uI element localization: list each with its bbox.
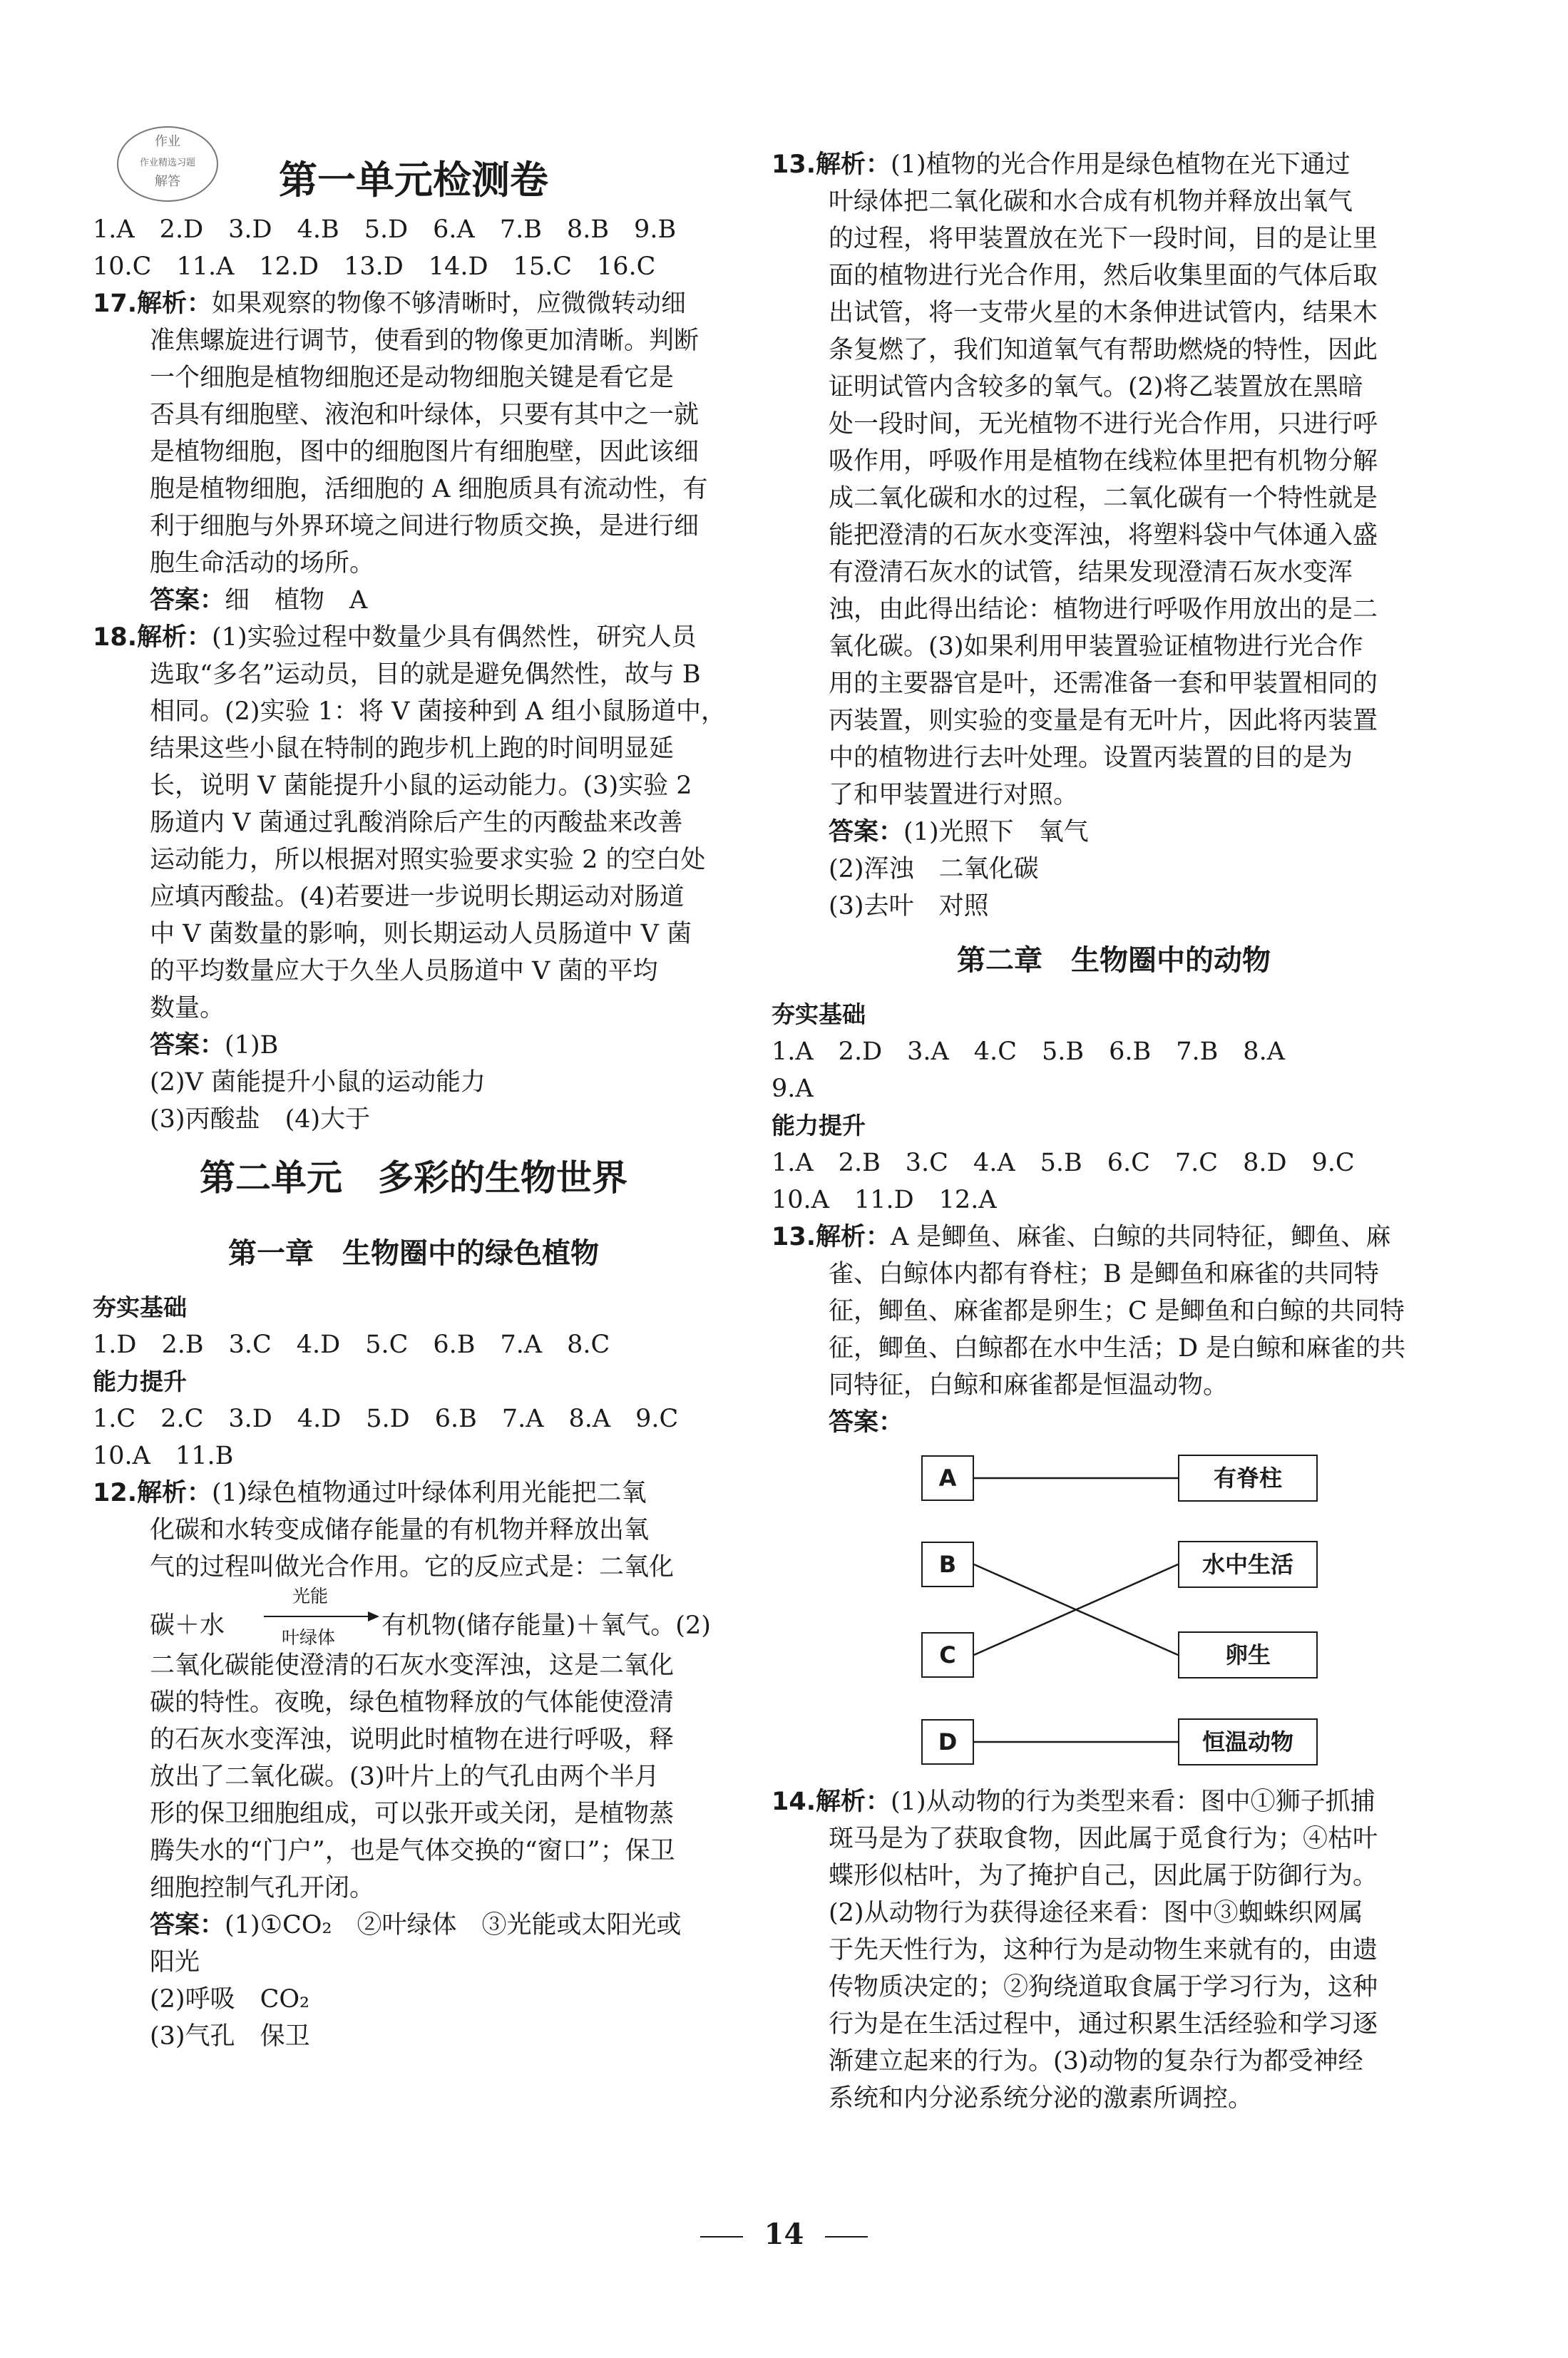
q13a-label: 13.解析：: [772, 150, 891, 179]
q12-answer: 答案：(1)①CO₂ ②叶绿体 ③光能或太阳光或: [150, 1911, 682, 1939]
answer-row: 1.A 2.D 3.D 4.B 5.D 6.A 7.B 8.B 9.B: [93, 215, 677, 244]
q17-body: 准焦螺旋进行调节，使看到的物像更加清晰。判断 一个细胞是植物细胞还是动物细胞关键是看它是 否具有细胞壁、液泡和叶绿体，只要有其中之一就 是植物细胞，图中的细胞图片有细胞壁，因此该细 胞是植物细胞，活细胞的 A 细胞质具有流动性，有 利于细胞与外界环境之间进行物质交换，是进行细 胞生命活动的场所。 答案：细 植物 A: [93, 322, 734, 619]
q13b-body: 雀、白鲸体内都有脊柱；B 是鲫鱼和麻雀的共同特 征，鲫鱼、麻雀都是卵生；C 是鲫鱼和白鲸的共同特 征，鲫鱼、白鲸都在水中生活；D 是白鲸和麻雀的共 同特征，白鲸和麻雀都是恒温动物。 答案：: [772, 1256, 1456, 1441]
svg-text:解答: 解答: [155, 174, 180, 189]
box-b: B: [921, 1542, 974, 1587]
q17-first-line: 17.解析：如果观察的物像不够清晰时，应微微转动细: [93, 289, 687, 318]
box-oviparous: 卵生: [1178, 1631, 1318, 1678]
answer-row: 1.A 2.D 3.A 4.C 5.B 6.B 7.B 8.A: [772, 1037, 1285, 1066]
box-c: C: [921, 1632, 974, 1678]
photosynthesis-equation: 碳＋水 光能 叶绿体 有机物(储存能量)＋氧气。(2): [150, 1586, 711, 1648]
answer-row: 10.A 11.B: [93, 1442, 234, 1470]
unit2-title: 第二单元 多彩的生物世界: [200, 1157, 627, 1199]
answer-row: 10.C 11.A 12.D 13.D 14.D 15.C 16.C: [93, 252, 656, 281]
answer-row: 10.A 11.D 12.A: [772, 1186, 997, 1214]
box-water-life: 水中生活: [1178, 1541, 1318, 1588]
answer-row: 1.A 2.B 3.C 4.A 5.B 6.C 7.C 8.D 9.C: [772, 1149, 1355, 1177]
answer-row: 9.A: [772, 1075, 814, 1103]
box-a: A: [921, 1455, 974, 1501]
q18-answer: 答案：(1)B: [150, 1031, 279, 1060]
dash-right: [825, 2236, 868, 2237]
svg-text:作业: 作业: [155, 134, 180, 149]
reaction-arrow-icon: [264, 1616, 371, 1617]
section-basic: 夯实基础: [93, 1293, 187, 1321]
q13b-answer: 答案：: [829, 1408, 904, 1437]
chapter1-title: 第一章 生物圈中的绿色植物: [228, 1237, 599, 1270]
q17-answer: 答案：细 植物 A: [150, 586, 368, 615]
box-warm-blooded: 恒温动物: [1178, 1718, 1318, 1765]
matching-diagram: [772, 1448, 1456, 1783]
q13a-body: 叶绿体把二氧化碳和水合成有机物并释放出氧气 的过程，将甲装置放在光下一段时间，目的是让里 面的植物进行光合作用，然后收集里面的气体后取 出试管，将一支带火星的木条伸进试管内，结果木 条复燃了，我们知道氧气有帮助燃烧的特性，因此 证明试管内含较多的氧气。(2)将乙装置放在黑暗 处一段时间，无光植物不进行光合作用，只进行呼 吸作用，呼吸作用是植物在线粒体里把有机物分解 成二氧化碳和水的过程，二氧化碳有一个特性就是 能把澄清的石灰水变浑浊，将塑料袋中气体通入盛 有澄清石灰水的试管，结果发现澄清石灰水变浑 浊，由此得出结论：植物进行呼吸作用放出的是二 氧化碳。(3)如果利用甲装置验证植物进行光合作 用的主要器官是叶，还需准备一套和甲装置相同的 丙装置，则实验的变量是有无叶片，因此将丙装置 中的植物进行去叶处理。设置丙装置的目的是为 了和甲装置进行对照。 答案：(1)光照下 氧气 (2)浑浊 二氧化碳 (3)去叶 对照: [772, 183, 1456, 925]
svg-text:作业精选习题: 作业精选习题: [139, 158, 196, 168]
q13b-label: 13.解析：: [772, 1223, 891, 1251]
q12-label: 12.解析：: [93, 1479, 212, 1507]
q12-first-line: 12.解析：(1)绿色植物通过叶绿体利用光能把二氧: [93, 1479, 647, 1507]
section-ability: 能力提升: [93, 1368, 187, 1395]
answer-row: 1.D 2.B 3.C 4.D 5.C 6.B 7.A 8.C: [93, 1331, 610, 1359]
q18-label: 18.解析：: [93, 623, 212, 652]
unit1-test-title: 第一单元检测卷: [279, 158, 548, 203]
q18-body: 选取“多名”运动员，目的就是避免偶然性，故与 B 相同。(2)实验 1：将 V 菌接种到 A 组小鼠肠道中， 结果这些小鼠在特制的跑步机上跑的时间明显延 长，说明 V 菌能提升小鼠的运动能力。(3)实验 2 肠道内 V 菌通过乳酸消除后产生的丙酸盐来改善 运动能力，所以根据对照实验要求实验 2 的空白处 应填丙酸盐。(4)若要进一步说明长期运动对肠道 中 V 菌数量的影响，则长期运动人员肠道中 V 菌 的平均数量应大于久坐人员肠道中 V 菌的平均 数量。 答案：(1)B (2)V 菌能提升小鼠的运动能力 (3)丙酸盐 (4)大于: [93, 656, 734, 1138]
box-spine: 有脊柱: [1178, 1455, 1318, 1502]
arrow-head-icon: [368, 1611, 379, 1621]
connector-lines: [772, 1448, 1456, 1783]
answer-row: 1.C 2.C 3.D 4.D 5.D 6.B 7.A 8.A 9.C: [93, 1405, 679, 1433]
section-basic: 夯实基础: [772, 1000, 866, 1028]
q14-body: 斑马是为了获取食物，因此属于觅食行为；④枯叶 蝶形似枯叶，为了掩护自己，因此属于防御行为。 (2)从动物行为获得途径来看：图中③蜘蛛织网属 于先天性行为，这种行为是动物生来就有的，由遗 传物质决定的；②狗绕道取食属于学习行为，这种 行为是在生活过程中，通过积累生活经验和学习逐 渐建立起来的行为。(3)动物的复杂行为都受神经 系统和内分泌系统分泌的激素所调控。: [829, 1825, 1378, 2113]
q13b-first-line: 13.解析：A 是鲫鱼、麻雀、白鲸的共同特征，鲫鱼、麻: [772, 1223, 1391, 1251]
q13a-answer: 答案：(1)光照下 氧气: [829, 818, 1089, 846]
q12-body: 化碳和水转变成储存能量的有机物并释放出氧 气的过程叫做光合作用。它的反应式是：二氧化 碳＋水 光能 叶绿体 有机物(储存能量)＋氧气。(2) 二氧化碳能使澄清的石灰水变浑浊，这是二氧化 碳的特性。夜晚，绿色植物释放的气体能使澄清 的石灰水变浑浊，说明此时植物在进行呼吸，释 放出了二氧化碳。(3)叶片上的气孔由两个半月 形的保卫细胞组成，可以张开或关闭，是植物蒸 腾失水的“门户”，也是气体交换的“窗口”；保卫 细胞控制气孔开闭。 答案：(1)①CO₂ ②叶绿体 ③光能或太阳光或 阳光 (2)呼吸 CO₂ (3)气孔 保卫: [93, 1512, 734, 2055]
dash-left: [700, 2236, 743, 2237]
page-number: 14: [0, 2218, 1568, 2251]
q17-label: 17.解析：: [93, 289, 212, 318]
section-ability: 能力提升: [772, 1112, 866, 1139]
q13a-first-line: 13.解析：(1)植物的光合作用是绿色植物在光下通过: [772, 150, 1351, 179]
left-column: [93, 150, 734, 2055]
chapter2-title: 第二章 生物圈中的动物: [957, 944, 1271, 977]
box-d: D: [921, 1719, 974, 1765]
q14-first-line: 14.解析：(1)从动物的行为类型来看：图中①狮子抓捕: [772, 1788, 1375, 1816]
right-column: [772, 146, 1456, 2117]
q18-first-line: 18.解析：(1)实验过程中数量少具有偶然性，研究人员: [93, 623, 697, 652]
q14-label: 14.解析：: [772, 1788, 891, 1816]
